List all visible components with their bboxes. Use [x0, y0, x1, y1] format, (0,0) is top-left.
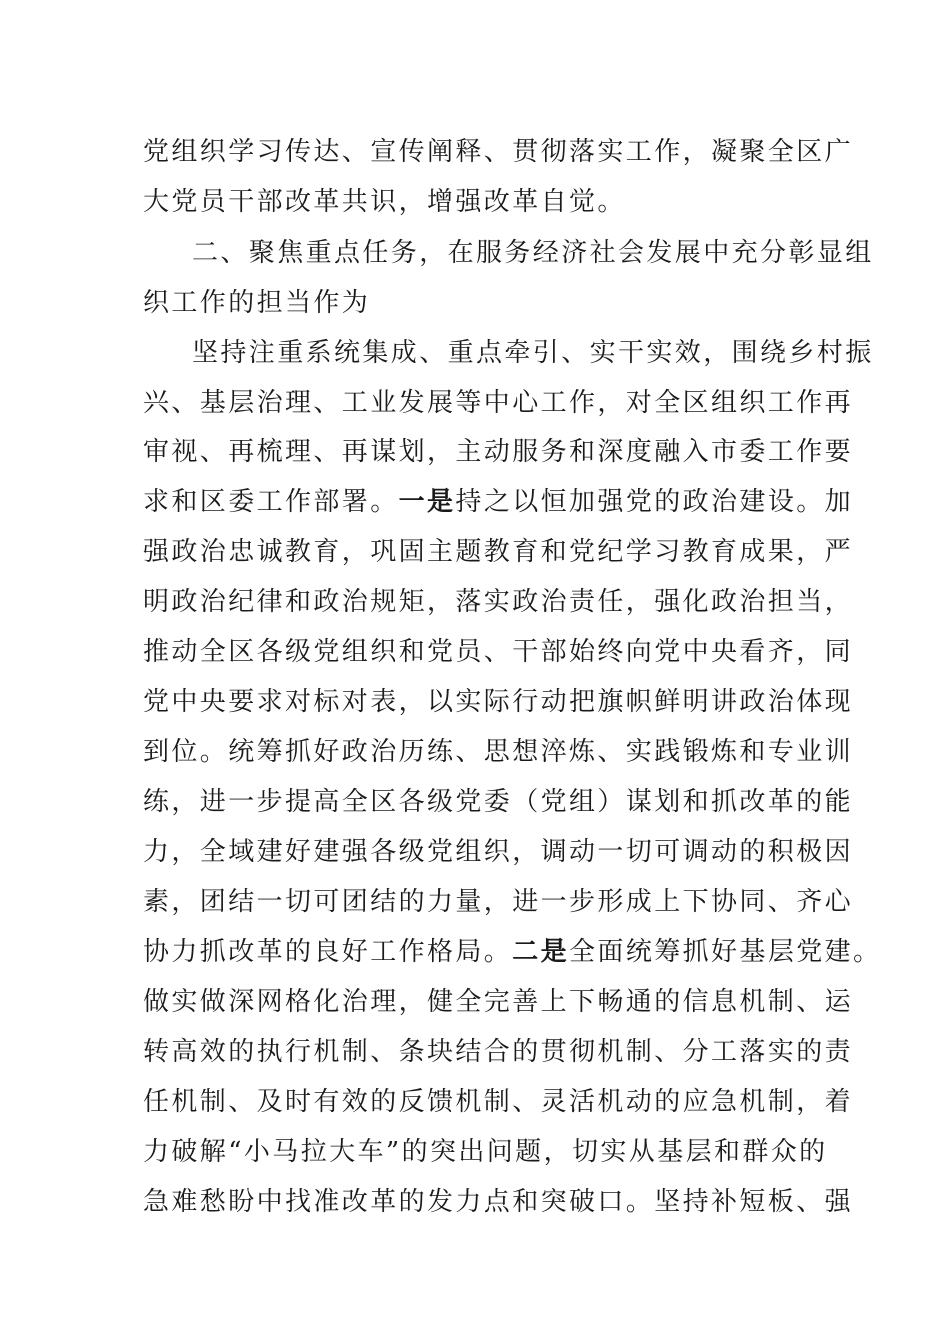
- paragraph-line: 力，全域建好建强各级党组织，调动一切可调动的积极因: [143, 837, 854, 867]
- paragraph-line: [143, 485, 853, 519]
- paragraph-line: 急难愁盼中找准改革的发力点和突破口。坚持补短板、强: [143, 1187, 854, 1217]
- paragraph-line: 审视、再梳理、再谋划，主动服务和深度融入市委工作要: [143, 437, 854, 467]
- section-heading: 二、聚焦重点任务，在服务经济社会发展中充分彰显组: [192, 238, 874, 268]
- paragraph-line: 任机制、及时有效的反馈机制、灵活机动的应急机制，着: [143, 1087, 854, 1117]
- text-line: 党组织学习传达、宣传阐释、贯彻落实工作，凝聚全区广: [143, 137, 854, 167]
- section-heading-cont: 织工作的担当作为: [143, 288, 371, 318]
- paragraph-line: 做实做深网格化治理，健全完善上下畅通的信息机制、运: [143, 987, 854, 1017]
- text-segment: 求和区委工作部署。: [143, 487, 399, 517]
- paragraph-line: 党中央要求对标对表，以实际行动把旗帜鲜明讲政治体现: [143, 687, 854, 717]
- paragraph-line: 推动全区各级党组织和党员、干部始终向党中央看齐，同: [143, 637, 854, 667]
- paragraph-line: 力破解“小马拉大车”的突出问题，切实从基层和群众的: [143, 1137, 828, 1167]
- paragraph-line: 兴、基层治理、工业发展等中心工作，对全区组织工作再: [143, 388, 854, 418]
- paragraph-line: 到位。统筹抓好政治历练、思想淬炼、实践锻炼和专业训: [143, 737, 854, 767]
- text-segment: 全面统筹抓好基层党建。: [569, 937, 882, 967]
- paragraph-line: 坚持注重系统集成、重点牵引、实干实效，围绕乡村振: [192, 338, 874, 368]
- paragraph-line: [143, 935, 881, 969]
- text-segment: 持之以恒加强党的政治建设。加: [455, 487, 854, 517]
- text-line: 大党员干部改革共识，增强改革自觉。: [143, 187, 626, 217]
- paragraph-line: 明政治纪律和政治规矩，落实政治责任，强化政治担当，: [143, 587, 854, 617]
- paragraph-line: 练，进一步提高全区各级党委（党组）谋划和抓改革的能: [143, 787, 854, 817]
- text-segment: 协力抓改革的良好工作格局。: [143, 937, 513, 967]
- paragraph-line: 转高效的执行机制、条块结合的贯彻机制、分工落实的责: [143, 1037, 854, 1067]
- paragraph-line: 强政治忠诚教育，巩固主题教育和党纪学习教育成果，严: [143, 537, 854, 567]
- bold-marker: 二是: [512, 937, 570, 967]
- bold-marker: 一是: [398, 487, 456, 517]
- paragraph-line: 素，团结一切可团结的力量，进一步形成上下协同、齐心: [143, 887, 854, 917]
